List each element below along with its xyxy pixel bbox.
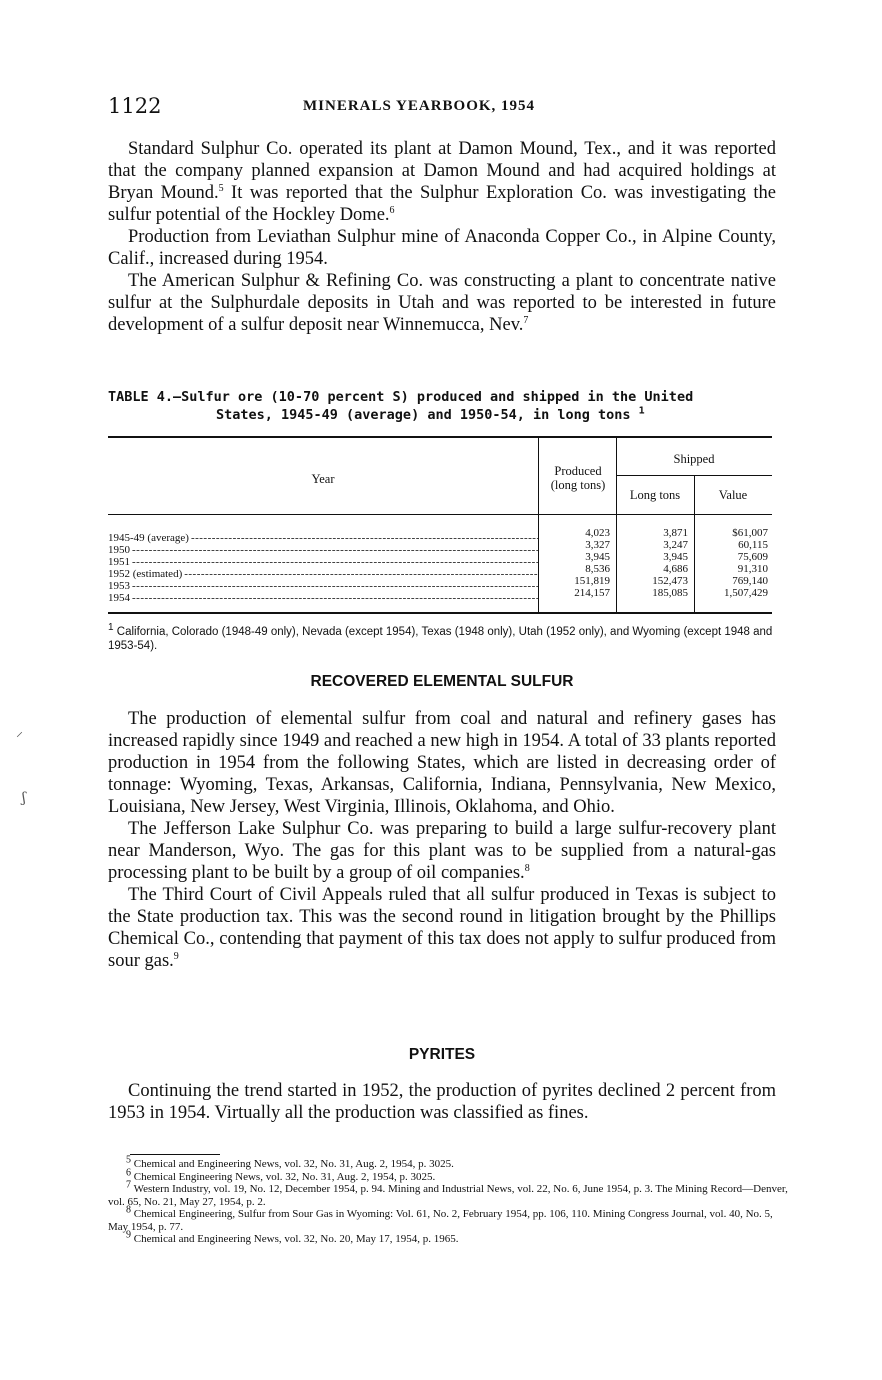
- col-long-tons-header: Long tons: [629, 488, 681, 502]
- table-caption: [108, 388, 776, 424]
- paragraph-text: The Jefferson Lake Sulphur Co. was preparing to build a large sulfur-recovery plant near Manderson, Wyo. The gas for this plant was to be supplied from a natural-gas processing plant to be built by a group of oil companies.: [108, 819, 776, 883]
- year-label: 1952 (estimated): [108, 569, 183, 580]
- table-row: [108, 581, 538, 592]
- footnote-text: Chemical Engineering News, vol. 32, No. 31, Aug. 2, 1954, p. 3025.: [133, 1170, 436, 1183]
- long-tons-cell: 3,945: [663, 551, 688, 563]
- footnote-ref: 6: [389, 204, 395, 216]
- footnote: [108, 1154, 788, 1171]
- col-produced-header: Produced (long tons): [550, 464, 606, 492]
- table-footnote: [108, 622, 776, 653]
- paragraph-text: It was reported that the Sulphur Exploration Co. was investigating the sulfur potential of the Hockley Dome.: [108, 183, 776, 225]
- value-cell: 60,115: [738, 539, 768, 551]
- col-shipped-header: Shipped: [673, 452, 715, 466]
- paragraph: [108, 138, 776, 226]
- produced-cell: 4,023: [585, 527, 610, 539]
- footnote-ref: 5: [218, 182, 224, 194]
- footnote-mark: 1: [108, 622, 114, 634]
- produced-cell: 3,945: [585, 551, 610, 563]
- paragraph: Production from Leviathan Sulphur mine of Anaconda Copper Co., in Alpine County, Calif., increased during 1954.: [108, 227, 776, 269]
- table-row: [108, 545, 538, 556]
- shipped-rule: [616, 475, 772, 476]
- footnote-mark: 8: [126, 1204, 131, 1216]
- produced-cell: 3,327: [585, 539, 610, 551]
- footnote: [108, 1166, 788, 1184]
- margin-mark: ʃ: [22, 790, 26, 806]
- footnote-text: California, Colorado (1948-49 only), Nevada (except 1954), Texas (1948 only), Utah (1952 only), and Wyoming (except 1948 and 1953-54).: [108, 626, 773, 652]
- footnote-ref: 8: [524, 862, 530, 874]
- produced-cell: 214,157: [574, 587, 610, 599]
- footnote-mark: 6: [126, 1166, 131, 1178]
- footnote: [108, 1179, 788, 1208]
- year-label: 1945-49 (average): [108, 533, 189, 544]
- caption-line-2: [108, 406, 776, 424]
- running-head: MINERALS YEARBOOK, 1954: [303, 98, 536, 114]
- footnote-mark: 9: [126, 1229, 131, 1241]
- year-label: 1950: [108, 545, 130, 556]
- year-label: 1954: [108, 593, 130, 604]
- long-tons-cell: 185,085: [652, 587, 688, 599]
- paragraph: [108, 884, 776, 972]
- footnote: [108, 1229, 788, 1246]
- footnote-rule: [130, 1154, 220, 1155]
- value-cell: 769,140: [732, 575, 768, 587]
- footnote-mark: 7: [126, 1179, 131, 1191]
- table-row: [108, 569, 538, 580]
- caption-line-1: TABLE 4.—Sulfur ore (10-70 percent S) produced and shipped in the United: [108, 389, 694, 405]
- long-tons-cell: 4,686: [663, 563, 688, 575]
- page-header: [108, 94, 776, 124]
- long-tons-cell: 3,871: [663, 527, 688, 539]
- table-top-rule: [108, 436, 772, 438]
- intro-text: [108, 138, 776, 336]
- section-text: [108, 1080, 776, 1124]
- long-tons-cell: 152,473: [652, 575, 688, 587]
- value-cell: 75,609: [737, 551, 768, 563]
- footnote-text: Chemical and Engineering News, vol. 32, No. 31, Aug. 2, 1954, p. 3025.: [133, 1158, 454, 1170]
- paragraph: Continuing the trend started in 1952, the production of pyrites declined 2 percent from 1953 in 1954. Virtually all the production was classified as fines.: [108, 1081, 776, 1123]
- margin-mark: ⸝: [16, 724, 23, 740]
- footnote-ref: 1: [638, 405, 645, 417]
- value-cell: 1,507,429: [724, 587, 768, 599]
- footnote-text: Chemical and Engineering News, vol. 32, No. 20, May 17, 1954, p. 1965.: [133, 1233, 459, 1245]
- paragraph-text: The American Sulphur & Refining Co. was constructing a plant to concentrate native sulfur at the Sulphurdale deposits in Utah and was reported to be interested in future development of a sulfur deposit near Winnemucca, Nev.: [108, 271, 776, 335]
- col-value-header: Value: [718, 488, 748, 502]
- value-cell: $61,007: [732, 527, 768, 539]
- paragraph-text: The Third Court of Civil Appeals ruled that all sulfur produced in Texas is subject to the State production tax. This was the second round in litigation brought by the Phillips Chemical Co., contending that payment of this tax does not apply to sulfur produced from sour gas.: [108, 885, 776, 971]
- footnote: [108, 1204, 788, 1233]
- footnotes: [108, 1154, 788, 1246]
- footnote-ref: 7: [523, 314, 529, 326]
- caption-text: States, 1945-49 (average) and 1950-54, in long tons: [216, 407, 631, 423]
- year-label: 1951: [108, 557, 130, 568]
- page-number: 1122: [108, 94, 162, 118]
- table-header-rule: [108, 514, 772, 515]
- footnote-ref: 9: [173, 950, 179, 962]
- produced-cell: 151,819: [574, 575, 610, 587]
- table-bottom-rule: [108, 612, 772, 614]
- col-year-header: Year: [311, 472, 335, 486]
- table-row: [108, 533, 538, 544]
- section-heading: PYRITES: [408, 1046, 476, 1063]
- footnote-text: Chemical Engineering, Sulfur from Sour Gas in Wyoming: Vol. 61, No. 2, February 1954, pp. 106, 110. Mining Congress Journal, vol. 40, No. 5, May 1954, p. 77.: [108, 1208, 773, 1233]
- year-label: 1953: [108, 581, 130, 592]
- paragraph: [108, 818, 776, 884]
- table-row: [108, 557, 538, 568]
- section-text: [108, 708, 776, 972]
- section-heading: RECOVERED ELEMENTAL SULFUR: [310, 673, 574, 690]
- paragraph: [108, 270, 776, 336]
- produced-cell: 8,536: [585, 563, 610, 575]
- footnote-mark: 5: [126, 1154, 131, 1166]
- paragraph-text: Standard Sulphur Co. operated its plant at Damon Mound, Tex., and it was reported that the company planned expansion at Damon Mound and had acquired holdings at Bryan Mound.: [108, 139, 776, 203]
- paragraph: The production of elemental sulfur from coal and natural and refinery gases has increased rapidly since 1949 and reached a new high in 1954. A total of 33 plants reported production in 1954 from the following States, which are listed in decreasing order of tonnage: Wyoming, Texas, Arkansas, California, Indiana, Pennsylvania, New Mexico, Louisiana, New Jersey, West Virginia, Illinois, Oklahoma, and Ohio.: [108, 709, 776, 817]
- value-cell: 91,310: [737, 563, 768, 575]
- footnote-text: Western Industry, vol. 19, No. 12, December 1954, p. 94. Mining and Industrial News, vol. 22, No. 6, June 1954, p. 3. The Mining Record—Denver, vol. 65, No. 21, May 27, 1954, p. 2.: [108, 1183, 788, 1208]
- long-tons-cell: 3,247: [663, 539, 688, 551]
- table-row: [108, 593, 538, 604]
